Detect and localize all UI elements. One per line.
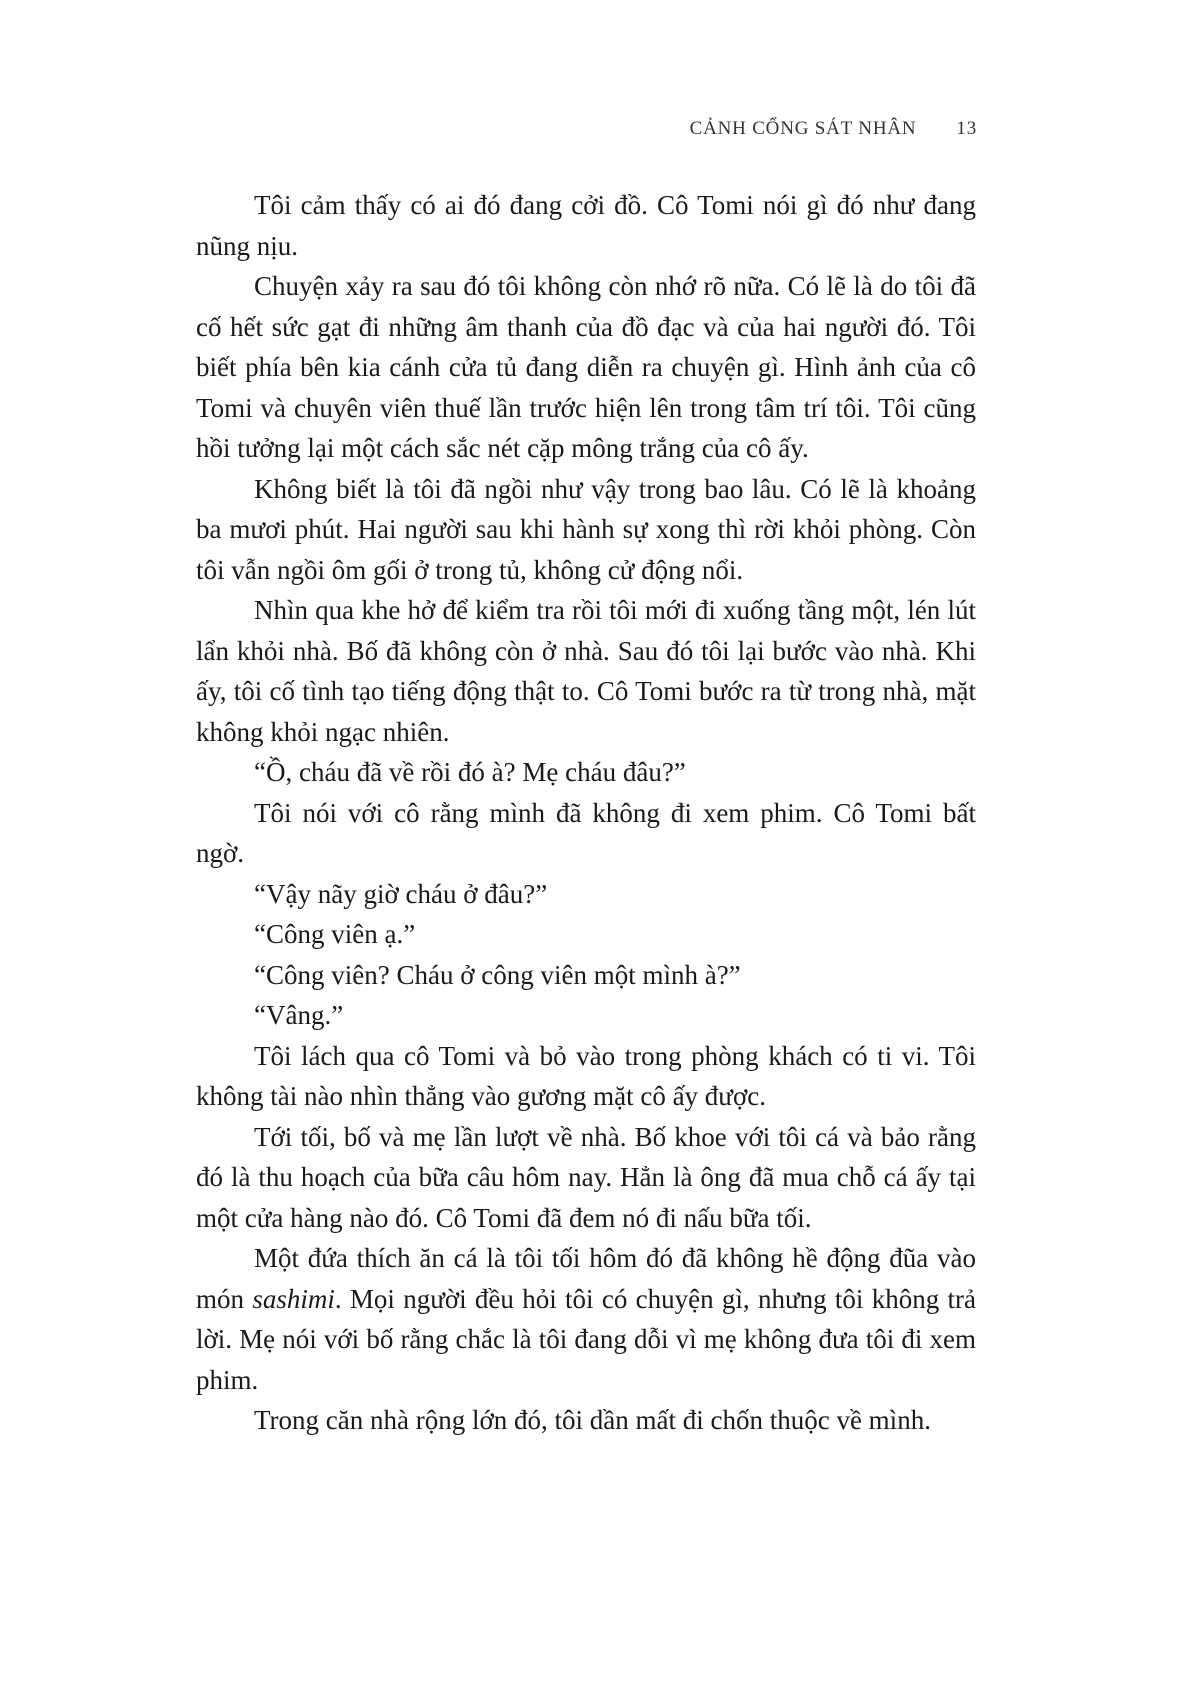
paragraph: Tôi cảm thấy có ai đó đang cởi đồ. Cô Tomi nói gì đó như đang nũng nịu. [196, 190, 976, 261]
dialogue-line: “Công viên ạ.” [254, 919, 416, 949]
paragraph: Tôi lách qua cô Tomi và bỏ vào trong phòng khách có ti vi. Tôi không tài nào nhìn thẳng vào gương mặt cô ấy được. [196, 1040, 976, 1111]
paragraph-text: Một đứa thích ăn cá là tôi tối hôm đó đã không hề động đũa vào món [196, 1243, 976, 1314]
paragraph: Tới tối, bố và mẹ lần lượt về nhà. Bố khoe với tôi cá và bảo rằng đó là thu hoạch của bữa câu hôm nay. Hẳn là ông đã mua chỗ cá ấy tại một cửa hàng nào đó. Cô Tomi đã đem nó đi nấu bữa tối. [196, 1121, 976, 1233]
paragraph: Chuyện xảy ra sau đó tôi không còn nhớ rõ nữa. Có lẽ là do tôi đã cố hết sức gạt đi những âm thanh của đồ đạc và của hai người đó. Tôi biết phía bên kia cánh cửa tủ đang diễn ra chuyện gì. Hình ảnh của cô Tomi và chuyên viên thuế lần trước hiện lên trong tâm trí tôi. Tôi cũng hồi tưởng lại một cách sắc nét cặp mông trắng của cô ấy. [196, 271, 976, 463]
paragraph-text: . Mọi người đều hỏi tôi có chuyện gì, nhưng tôi không trả lời. Mẹ nói với bố rằng chắc là tôi đang dỗi vì mẹ không đưa tôi đi xem phim. [196, 1283, 976, 1395]
dialogue-line: “Công viên? Cháu ở công viên một mình à?” [254, 959, 741, 990]
italic-term: sashimi [252, 1283, 335, 1314]
running-header [690, 118, 977, 140]
paragraph [196, 1238, 976, 1400]
dialogue-line: “Vậy nãy giờ cháu ở đâu?” [254, 878, 548, 909]
paragraph: Nhìn qua khe hở để kiểm tra rồi tôi mới đi xuống tầng một, lén lút lẩn khỏi nhà. Bố đã không còn ở nhà. Sau đó tôi lại bước vào nhà. Khi ấy, tôi cố tình tạo tiếng động thật to. Cô Tomi bước ra từ trong nhà, mặt không khỏi ngạc nhiên. [196, 595, 976, 747]
book-title: CẢNH CỔNG SÁT NHÂN [689, 118, 917, 139]
dialogue-line: “Ồ, cháu đã về rồi đó à? Mẹ cháu đâu?” [254, 757, 686, 787]
page-number: 13 [956, 118, 977, 139]
paragraph: Trong căn nhà rộng lớn đó, tôi dần mất đi chốn thuộc về mình. [254, 1405, 931, 1435]
paragraph: Tôi nói với cô rằng mình đã không đi xem phim. Cô Tomi bất ngờ. [196, 797, 976, 868]
page-body [196, 185, 976, 1441]
dialogue-line: “Vâng.” [254, 1000, 344, 1030]
paragraph: Không biết là tôi đã ngồi như vậy trong bao lâu. Có lẽ là khoảng ba mươi phút. Hai người sau khi hành sự xong thì rời khỏi phòng. Còn tôi vẫn ngồi ôm gối ở trong tủ, không cử động nổi. [196, 473, 976, 585]
